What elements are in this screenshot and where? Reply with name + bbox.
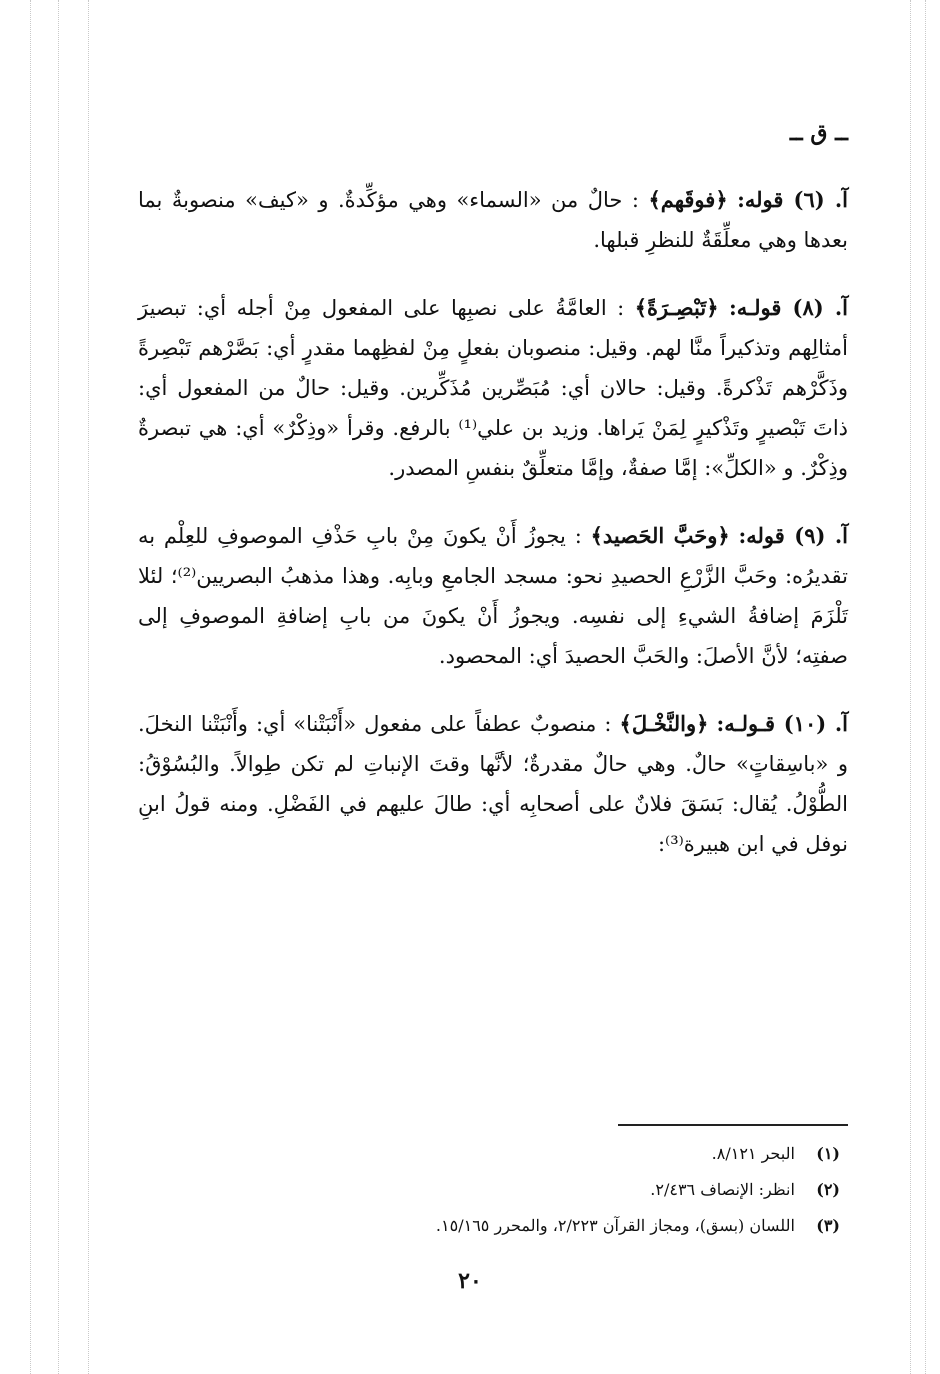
main-text xyxy=(138,180,848,892)
paragraph-body: : حالٌ من «السماء» وهي مؤكِّدةٌ. و «كيف» منصوبةٌ بما بعدها وهي معلِّقَةٌ للنظرِ قبلها. xyxy=(138,188,848,252)
scan-dotted-line xyxy=(88,0,89,1374)
footnotes xyxy=(140,1136,840,1244)
verse-reference: آ. (١٠) قـولـه: xyxy=(716,711,848,736)
paragraph-body: : منصوبٌ عطفاً على مفعول «أَنْبَتْنا» أي: وأَنْبَتْنا النخلَ. و «باسِقاتٍ» حالٌ. وهي حالٌ مقدرةٌ؛ لأنَّها وقتَ الإنباتِ لم تكن طِوالاً. والبُسُوْقُ: الطُّوْلُ. يُقال: بَسَقَ فلانٌ على أصحابِه أي: طالَ عليهم في الفَضْلِ. ومنه قولُ ابنِ نوفل في ابن هبيرة⁽³⁾: xyxy=(138,712,848,856)
paragraph-verse-9 xyxy=(138,516,848,676)
scan-dotted-line xyxy=(30,0,31,1374)
paragraph-body: : العامَّةُ على نصبِها على المفعول مِنْ أجله أي: تبصيرَ أمثالِهم وتذكيراً منَّا لهم. وقيل: منصوبان بفعلٍ مِنْ لفظِهما مقدرٍ أي: بَصَّرْهم تَبْصِرةً وذَكَّرْهم تَذْكرةً. وقيل: حالان أي: مُبَصِّرين مُذَكِّرين. وقيل: حالٌ من المفعول أي: ذاتَ تَبْصيرٍ وتَذْكيرٍ لِمَنْ يَراها. وزيد بن علي⁽¹⁾ بالرفع. وقرأ «وذِكْرٌ» أي: هي تبصرةٌ وذِكْرٌ. و «الكلِّ»: إمَّا صفةٌ، وإمَّا متعلِّقٌ بنفسِ المصدر. xyxy=(138,296,849,480)
scan-dotted-line xyxy=(910,0,911,1374)
footnote-number: (١) xyxy=(816,1144,840,1163)
scan-dotted-line xyxy=(58,0,59,1374)
quranic-word: ﴿فوقَهم﴾ xyxy=(648,187,728,212)
footnote-number: (٢) xyxy=(816,1180,840,1199)
running-head: ــ ق ــ xyxy=(789,120,848,146)
quranic-word: ﴿والنَّخْـلَ﴾ xyxy=(619,711,709,736)
footnote-text: البحر ٨/١٢١. xyxy=(711,1144,795,1163)
verse-reference: آ. (٦) قوله: xyxy=(737,187,848,212)
verse-reference: آ. (٨) قولـه: xyxy=(728,295,848,320)
footnote-text: اللسان (بسق)، ومجاز القرآن ٢/٢٢٣، والمحرر ١٥/١٦٥. xyxy=(435,1216,795,1235)
paragraph-verse-8 xyxy=(138,288,848,488)
paragraph-verse-6 xyxy=(138,180,848,260)
page-number: ٢٠ xyxy=(458,1268,482,1294)
scan-dotted-line xyxy=(925,0,926,1374)
quranic-word: ﴿وحَبَّ الحَصيد﴾ xyxy=(590,523,730,548)
footnote-number: (٣) xyxy=(816,1216,840,1235)
footnote-item xyxy=(140,1208,840,1244)
quranic-word: ﴿تَبْصِـرَةً﴾ xyxy=(634,295,719,320)
footnote-item xyxy=(140,1136,840,1172)
footnote-separator xyxy=(618,1124,848,1126)
footnote-text: انظر: الإنصاف ٢/٤٣٦. xyxy=(650,1180,795,1199)
verse-reference: آ. (٩) قوله: xyxy=(738,523,848,548)
paragraph-verse-10 xyxy=(138,704,848,864)
paragraph-body: : يجوزُ أَنْ يكونَ مِنْ بابِ حَذْفِ الموصوفِ للعِلْم به تقديرُه: وحَبَّ الزَّرْعِ الحصيدِ نحو: مسجد الجامعِ وبابِه. وهذا مذهبُ البصريين⁽²⁾؛ لئلا تَلْزَمَ إضافةُ الشيءِ إلى نفسِه. ويجوزُ أَنْ يكونَ من بابِ إضافةِ الموصوفِ إلى صفتِه؛ لأنَّ الأصلَ: والحَبَّ الحصيدَ أي: المحصود. xyxy=(138,524,848,668)
footnote-item xyxy=(140,1172,840,1208)
